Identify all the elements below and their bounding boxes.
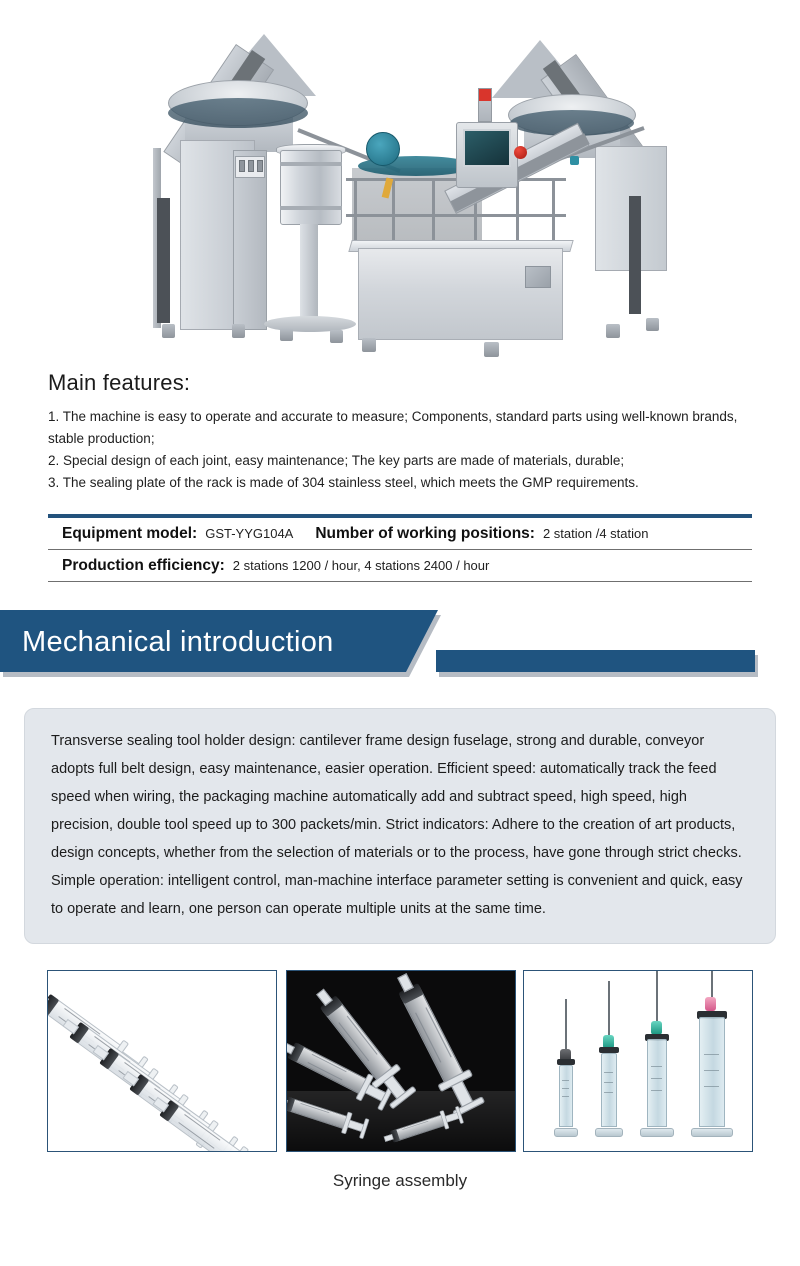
drum-band xyxy=(280,162,342,166)
base-cabinet xyxy=(358,248,563,340)
leveling-foot xyxy=(646,318,659,331)
page-title: Main features: xyxy=(48,370,191,395)
section-banner xyxy=(0,610,800,682)
feature-item: 3. The sealing plate of the rack is made of 304 stainless steel, which meets the GMP requirements. xyxy=(48,475,639,490)
spec-label-positions: Number of working positions: xyxy=(315,524,535,542)
table-row xyxy=(48,550,752,582)
switch-icon xyxy=(239,160,245,172)
leveling-foot xyxy=(162,324,175,338)
stack-light-red-lamp xyxy=(479,89,491,101)
feature-item: 1. The machine is easy to operate and accurate to measure; Components, standard parts using well-known brands, stable production; xyxy=(48,409,738,446)
leveling-foot xyxy=(484,342,499,357)
feature-item: 2. Special design of each joint, easy maintenance; The key parts are made of materials, durable; xyxy=(48,453,625,468)
leveling-foot xyxy=(330,330,343,343)
drum-pedestal xyxy=(300,224,318,320)
spec-label-model: Equipment model: xyxy=(62,524,198,542)
spec-label-efficiency: Production efficiency: xyxy=(62,556,225,574)
introduction-text: Transverse sealing tool holder design: cantilever frame design fuselage, strong and durable, conveyor adopts full belt design, easy maintenance, easier operation. Efficient speed: automatically track the feed speed when wiring, the packaging machine automatically add and subtract speed, high speed, high precision, double tool speed up to 300 packets/min. Strict indicators: Adhere to the creation of art products, design concepts, whether from the selection of materials or to the process, have gone through strict checks. Simple operation: intelligent control, man-machine interface parameter setting is convenient and quick, easy to operate and learn, one person can operate multiple units at the same time. xyxy=(51,733,743,917)
left-column-window xyxy=(157,198,170,323)
switch-icon xyxy=(257,160,263,172)
spec-value-positions: 2 station /4 station xyxy=(542,526,649,541)
frame-rail xyxy=(346,214,566,217)
gallery-caption: Syringe assembly xyxy=(332,1171,468,1190)
nameplate xyxy=(525,266,551,288)
spec-value-efficiency: 2 stations 1200 / hour, 4 stations 2400 / hour xyxy=(232,558,490,573)
banner-title: Mechanical introduction xyxy=(22,626,334,658)
leveling-foot xyxy=(606,324,620,338)
bowl-feeder-left-track xyxy=(168,98,308,128)
image-gallery xyxy=(0,970,800,1155)
right-column-window xyxy=(629,196,641,314)
hmi-touchscreen xyxy=(463,129,511,167)
gallery-panel-2[interactable] xyxy=(286,970,516,1152)
gallery-panel-3[interactable] xyxy=(523,970,753,1152)
table-row xyxy=(48,518,752,550)
switch-icon xyxy=(248,160,254,172)
main-features-section xyxy=(0,370,800,494)
drum-band xyxy=(280,206,342,210)
product-photo xyxy=(0,0,800,370)
spec-value-model: GST-YYG104A xyxy=(205,526,294,541)
leveling-foot xyxy=(280,328,293,341)
leveling-foot xyxy=(362,338,376,352)
teal-fitting xyxy=(570,156,579,165)
specification-table xyxy=(48,514,752,582)
gallery-panel-1[interactable] xyxy=(47,970,277,1152)
machine-illustration xyxy=(140,28,660,368)
rotary-drive-wheel xyxy=(366,132,400,166)
emergency-stop-button xyxy=(514,146,527,159)
introduction-box xyxy=(24,708,776,944)
leveling-foot xyxy=(232,324,245,338)
